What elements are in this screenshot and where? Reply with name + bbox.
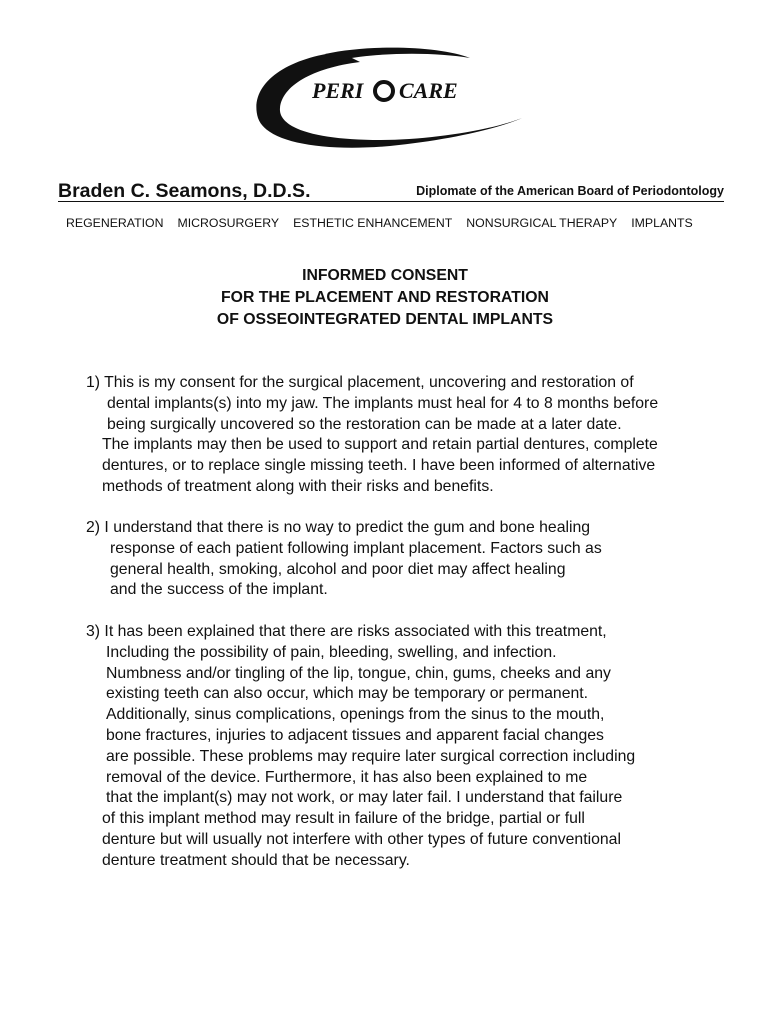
- paragraph-line: removal of the device. Furthermore, it has also been explained to me: [106, 768, 588, 786]
- specialty-item: IMPLANTS: [631, 216, 693, 230]
- paragraph-line: denture but will usually not interfere with other types of future conventional: [102, 830, 621, 848]
- paragraph-line: 1) This is my consent for the surgical placement, uncovering and restoration of: [86, 374, 634, 391]
- title-line: OF OSSEOINTEGRATED DENTAL IMPLANTS: [216, 311, 554, 328]
- consent-paragraph-3: [86, 622, 746, 872]
- specialty-item: REGENERATION: [66, 216, 164, 230]
- paragraph-line: dental implants(s) into my jaw. The implants must heal for 4 to 8 months before: [107, 394, 659, 412]
- paragraph-line: Numbness and/or tingling of the lip, tongue, chin, gums, cheeks and any: [106, 664, 611, 682]
- specialty-item: ESTHETIC ENHANCEMENT: [293, 216, 453, 230]
- paragraph-line: denture treatment should that be necessary.: [102, 851, 410, 869]
- title-line: INFORMED CONSENT: [302, 267, 468, 284]
- document-title: [0, 265, 770, 331]
- doctor-name: Braden C. Seamons, D.D.S.: [58, 180, 311, 202]
- pericare-logo: [230, 40, 530, 160]
- paragraph-line: general health, smoking, alcohol and poor diet may affect healing: [110, 560, 566, 578]
- paragraph-line: methods of treatment along with their risks and benefits.: [102, 477, 494, 495]
- paragraph-line: and the success of the implant.: [110, 581, 328, 599]
- paragraph-line: dentures, or to replace single missing teeth. I have been informed of alternative: [102, 457, 656, 475]
- logo-text-peri: PERI: [312, 78, 364, 103]
- specialties-list: [66, 216, 716, 230]
- logo-swoosh-top: [325, 48, 470, 60]
- consent-paragraph-2: [86, 518, 746, 601]
- specialty-item: NONSURGICAL THERAPY: [466, 216, 618, 230]
- specialty-item: MICROSURGERY: [177, 216, 280, 230]
- title-line: FOR THE PLACEMENT AND RESTORATION: [221, 289, 549, 306]
- paragraph-line: Additionally, sinus complications, openings from the sinus to the mouth,: [106, 706, 605, 724]
- logo-text-care: CARE: [399, 78, 458, 103]
- paragraph-line: response of each patient following implant placement. Factors such as: [110, 539, 602, 557]
- consent-paragraph-1: [86, 373, 746, 498]
- paragraph-line: 3) It has been explained that there are risks associated with this treatment,: [86, 623, 607, 640]
- paragraph-line: being surgically uncovered so the restoration can be made at a later date.: [107, 415, 622, 433]
- header-divider: [58, 201, 724, 202]
- paragraph-line: of this implant method may result in failure of the bridge, partial or full: [102, 810, 585, 828]
- paragraph-line: 2) I understand that there is no way to predict the gum and bone healing: [86, 519, 591, 536]
- paragraph-line: that the implant(s) may not work, or may later fail. I understand that failure: [106, 789, 623, 807]
- paragraph-line: are possible. These problems may require later surgical correction including: [106, 747, 636, 765]
- paragraph-line: existing teeth can also occur, which may be temporary or permanent.: [106, 685, 589, 703]
- logo-ring-icon: [375, 82, 393, 100]
- letterhead: [58, 180, 726, 206]
- diplomate-credential: Diplomate of the American Board of Periodontology: [416, 184, 724, 198]
- paragraph-line: The implants may then be used to support and retain partial dentures, complete: [102, 436, 658, 454]
- paragraph-line: Including the possibility of pain, bleeding, swelling, and infection.: [106, 643, 557, 661]
- paragraph-line: bone fractures, injuries to adjacent tissues and apparent facial changes: [106, 726, 604, 744]
